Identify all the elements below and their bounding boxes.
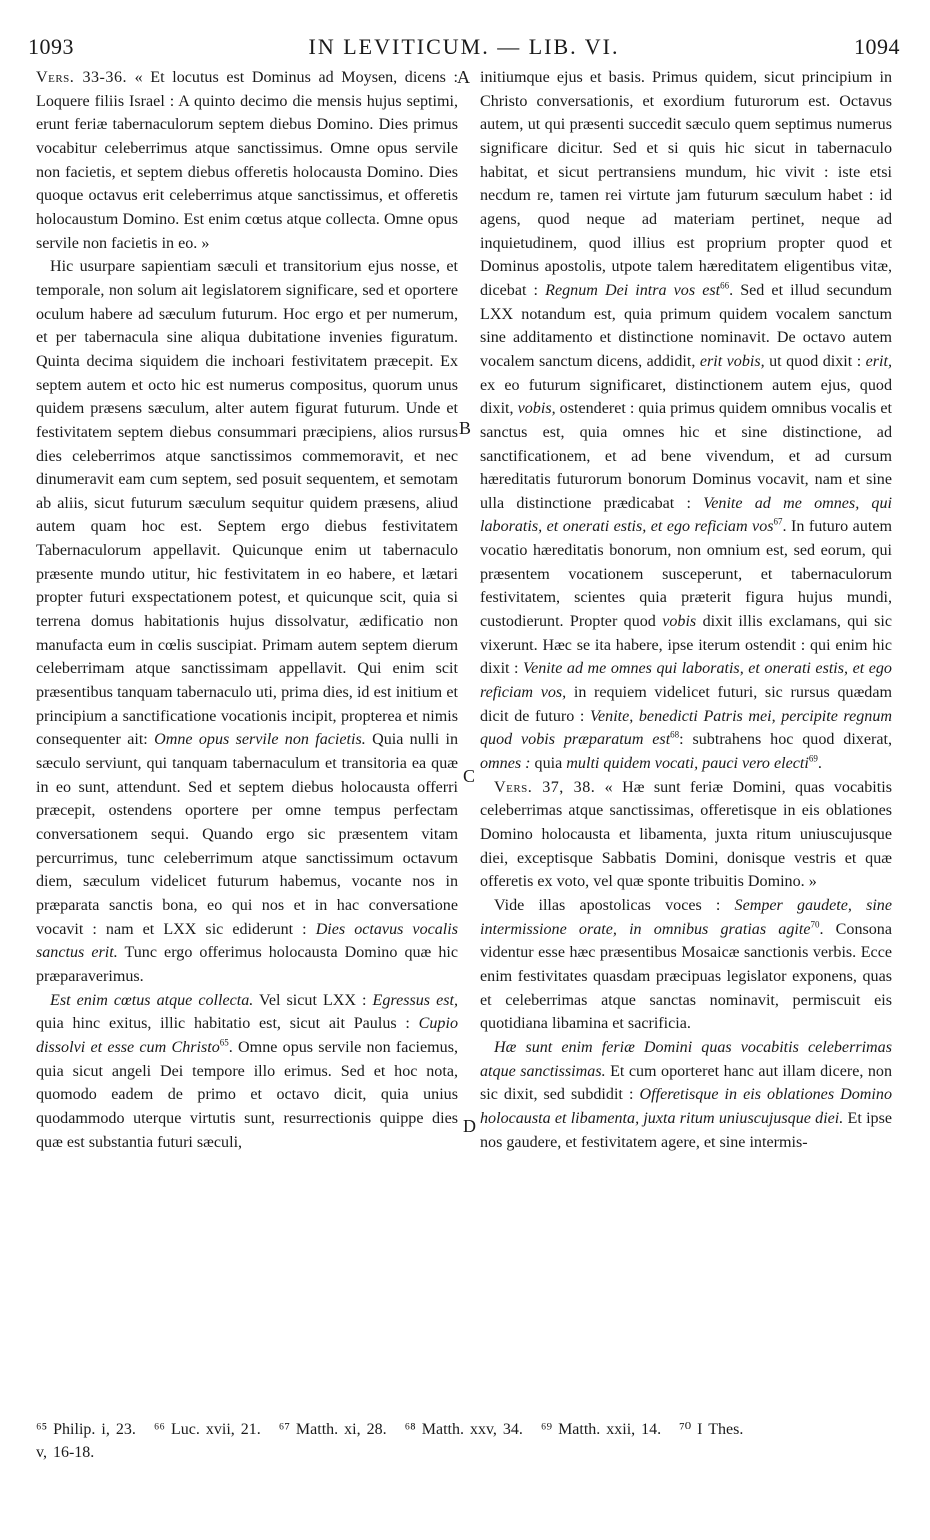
commentary-text: Tunc ergo offerimus holocausta Domino quæ hic præparaverimus. — [36, 944, 459, 985]
quotation: Cupio dissolvi et esse cum Christo — [36, 1015, 458, 1056]
page-number-left: 1093 — [28, 34, 74, 59]
quotation: omnes : — [480, 755, 531, 773]
running-title: IN LEVITICUM. — LIB. VI. — [308, 34, 620, 59]
commentary-text: . In futuro autem vocatio hæreditatis bonorum, non omnium est, sed eorum, qui præsentem vocationem susceperunt, et tabernaculorum festivitatem, scientes quia præterit figura hujus mundi, custodierunt. Propter quod — [480, 518, 893, 631]
commentary-paragraph — [480, 894, 892, 1036]
commentary-text: ostenderet : quia primus quidem omnibus vocalis et sanctus est, quia omnes hic et sine distinctione, ad sanctificationem, et ad bene vivendum, et ad cursum hæreditatis futurorum bonorum Dominus vocavit, nam et sine ulla distinctione prædicabat : — [480, 400, 892, 512]
commentary-text: ex eo futurum significaret, distinctionem autem ejus, quod dixit, — [480, 376, 892, 418]
verse-paragraph-37-38 — [480, 776, 892, 894]
commentary-text: quia — [534, 755, 563, 773]
quotation: Venite ad me omnes qui laboratis, et onerati estis, et ego reficiam vos, — [480, 660, 892, 702]
verse-reference: Vers. 37, 38. — [494, 778, 596, 796]
commentary-text: Et ipse nos gaudere, et festivitatem agere, et sine intermis- — [480, 1109, 893, 1151]
verse-text: « Hæ sunt feriæ Domini, quas vocabitis celeberrimas atque sanctissimas, offeretisque in eis oblationes Domino holocausta et libamenta, juxta ritum uniuscujusque diei, exceptisque Sabbatis Domini, donisque vestris et quæ offeretis ex voto, vel quæ sponte tribuitis Domino. » — [480, 778, 892, 891]
section-marker-a: A — [457, 67, 470, 87]
quotation: Hæ sunt enim feriæ Domini quas vocabitis celeberrimas atque sanctissimas. — [480, 1038, 892, 1080]
verse-reference: Vers. 33-36. — [36, 69, 128, 86]
footnote-ref: 66 — [720, 280, 730, 291]
quotation: erit, — [865, 352, 893, 370]
commentary-text: . — [817, 755, 822, 773]
commentary-text: Et cum oporteret hanc aut illam dicere, non sic dixit, sed subdidit : — [480, 1062, 892, 1104]
footnote-ref: 67 — [773, 517, 783, 528]
quotation: multi quidem vocati, pauci vero electi — [566, 755, 809, 773]
footnote-ref: 68 — [670, 730, 680, 741]
commentary-text: Quia nulli in sæculo serviunt, qui tanquam tabernaculum et transitoria ea quæ in eo sunt, attendunt. Sed et septem diebus holocausta offerri præcepit, ostendens oportere per omne tempus perfectam conversationem sequi. Quando ergo sic præsentem vitam percurrimus, tunc celeberrimum atque sanctissimum octavum diem, sæculum videlicet futurum habemus, vocante nos in præparata sanctis bona, eo qui nos et in hac conversatione vocavit : nam et LXX sic ediderunt : — [36, 731, 459, 938]
verse-text: « Et locutus est Dominus ad Moysen, dicens : Loquere filiis Israel : A quinto decimo die mensis hujus septimi, erunt feriæ tabernaculorum septem diebus Domino. Dies primus vocabitur celeberrimus atque sanctissimus. Omne opus servile non facietis, et septem diebus offeretis holocausta Domino. Dies quoque octavus erit celeberrimus atque sanctissimus, et offeretis holocaustum Domino. Est enim cœtus atque collecta. Omne opus servile non facietis in eo. » — [36, 69, 458, 252]
footnote-line: v, 16-18. — [36, 1444, 95, 1461]
quotation: Dies octavus vocalis sanctus erit. — [36, 920, 459, 962]
page-header — [28, 34, 900, 60]
commentary-text: ut quod dixit : — [769, 352, 862, 370]
commentary-text: quia hinc exitus, illic habitatio est, sicut ait Paulus : — [36, 1015, 410, 1033]
section-marker-d: D — [463, 1116, 476, 1136]
section-marker-c: C — [463, 766, 476, 786]
commentary-text: . Omne opus servile non faciemus, quia sicut angeli Dei tempore illo erimus. Sed et hoc nota, quomodo eadem de primo et octavo dicit, quia unius quodammodo uterque virtutis sunt, resurrectionis quippe dies quæ est substantia futuri sæculi, — [36, 1038, 458, 1151]
quotation: Semper gaudete, sine intermissione orate, in omnibus gratias agite — [480, 896, 892, 938]
commentary-text: in requiem videlicet futuri, sic rursus quædam dicit de futuro : — [480, 684, 893, 725]
footnote-ref: 69 — [808, 753, 818, 764]
footnote-line: ⁶⁵ Philip. i, 23. ⁶⁶ Luc. xvii, 21. ⁶⁷ Matth. xi, 28. ⁶⁸ Matth. xxv, 34. ⁶⁹ Matth. xxii, 14. ⁷⁰ I Thes. — [36, 1421, 744, 1438]
commentary-paragraph — [480, 1036, 892, 1154]
quotation: Egressus est, — [372, 991, 458, 1009]
commentary-paragraph — [36, 989, 458, 1155]
commentary-text: . Consona videntur esse hæc præsentibus Mosaicæ sanctionis verbis. Ecce enim festivitates quasdam præcipuas legislator exponens, quas et celeberrimas atque sanctas nominavit, permiscuit eis quotidiana libamina et sacrificia. — [480, 920, 892, 1033]
commentary-text: : subtrahens hoc quod dixerat, — [679, 731, 892, 749]
quotation: Omne opus servile non facietis. — [154, 731, 366, 749]
quotation: vobis, — [517, 400, 556, 418]
left-column — [36, 66, 458, 1154]
commentary-text: Hic usurpare sapientiam sæculi et transitorium ejus nosse, et temporale, non solum ait legislatorem significare, sed et oportere oculum habere ad sæculum futurum. Hoc ergo et per numerum, et per tabernacula sine aliqua dubitatione invenies figuratum. Quinta decima siquidem die inchoari festivitatem præcepit. Ex septem autem et octo hic est numerus compositus, quorum unus quidem præsens sæculum, alter autem figurat futurum. Unde et festivitatem septem diebus consummari præcipiens, alios rursus dies celeberrimos atque sanctissimos commemoravit, et nec dinumeravit eam cum septem, sed posuit sequentem, et semotam ab aliis, sicut futurum sæculum sequitur quidem præsens, aliud autem quam hoc est. Septem ergo diebus festivitatem Tabernaculorum appellavit. Quicunque enim ut tabernaculo præsente mundo utitur, hic festivitatem in eo habere, et lætari propter futuri exspectationem potest, et quicunque scit, quia si terrena domus habitationis hujus dissolvatur, ædificatio non manufacta eum in cœlis suscipiat. Primam autem septem dierum celeberrimam atque sanctissimam appellavit. Qui enim scit præsentibus tanquam tabernaculo uti, prima dies, id est initium et principium a sanctificatione vocationis incipit, propterea et nimis consequenter ait: — [36, 258, 458, 749]
quotation: Venite ad me omnes, qui laboratis, et onerati estis, et ego reficiam vos — [480, 494, 893, 536]
commentary-text: initiumque ejus et basis. Primus quidem, sicut principium in Christo conversationis, et exordium futurorum est. Octavus autem, ut qui præsenti succedit sæculo quem septimus numerus significare dicitur. Sed et si quis hic sicut in tabernaculo habitat, et sicut pertransiens mundum, hic vivit : iste etsi necdum re, tamen rei virtute jam futurum sæculum habet : id agens, quod neque ad materiam pertinet, neque ad inquietudinem, quod illius est proprium propter quod et Dominus apostolis, utpote talem hæreditatem eligentibus vitæ, dicebat : — [480, 69, 892, 299]
quotation: vobis — [662, 613, 697, 631]
commentary-text: Vel sicut LXX : — [259, 991, 367, 1009]
commentary-text: . Sed et illud secundum LXX notandum est, quia primum quidem vocalem sanctum sine additamento et distinctione nominavit. De octavo autem vocalem sanctum dicens, addidit, — [480, 281, 892, 370]
commentary-paragraph — [36, 255, 458, 988]
page-number-right: 1094 — [854, 34, 900, 59]
commentary-text: dixit illis exclamans, qui sic vixerunt. Hæc se ita habere, ipse iterum ostendit : qui enim hic dixit : — [480, 613, 893, 678]
quotation: Regnum Dei intra vos est — [545, 281, 721, 299]
section-marker-b: B — [459, 418, 472, 438]
quotation: erit vobis, — [699, 352, 765, 370]
quotation: Venite, benedicti Patris mei, percipite regnum quod vobis præparatum est — [480, 707, 892, 749]
verse-paragraph-33-36 — [36, 66, 458, 255]
commentary-paragraph — [480, 66, 892, 776]
commentary-text: Vide illas apostolicas voces : — [494, 896, 721, 914]
footnote-ref: 65 — [219, 1037, 229, 1048]
footnotes — [36, 1418, 896, 1464]
right-column — [480, 66, 892, 1154]
quotation: Est enim cœtus atque collecta. — [50, 991, 254, 1009]
quotation: Offeretisque in eis oblationes Domino holocausta et libamenta, juxta ritum uniuscujusque diei. — [480, 1086, 892, 1127]
footnote-ref: 70 — [810, 919, 820, 930]
